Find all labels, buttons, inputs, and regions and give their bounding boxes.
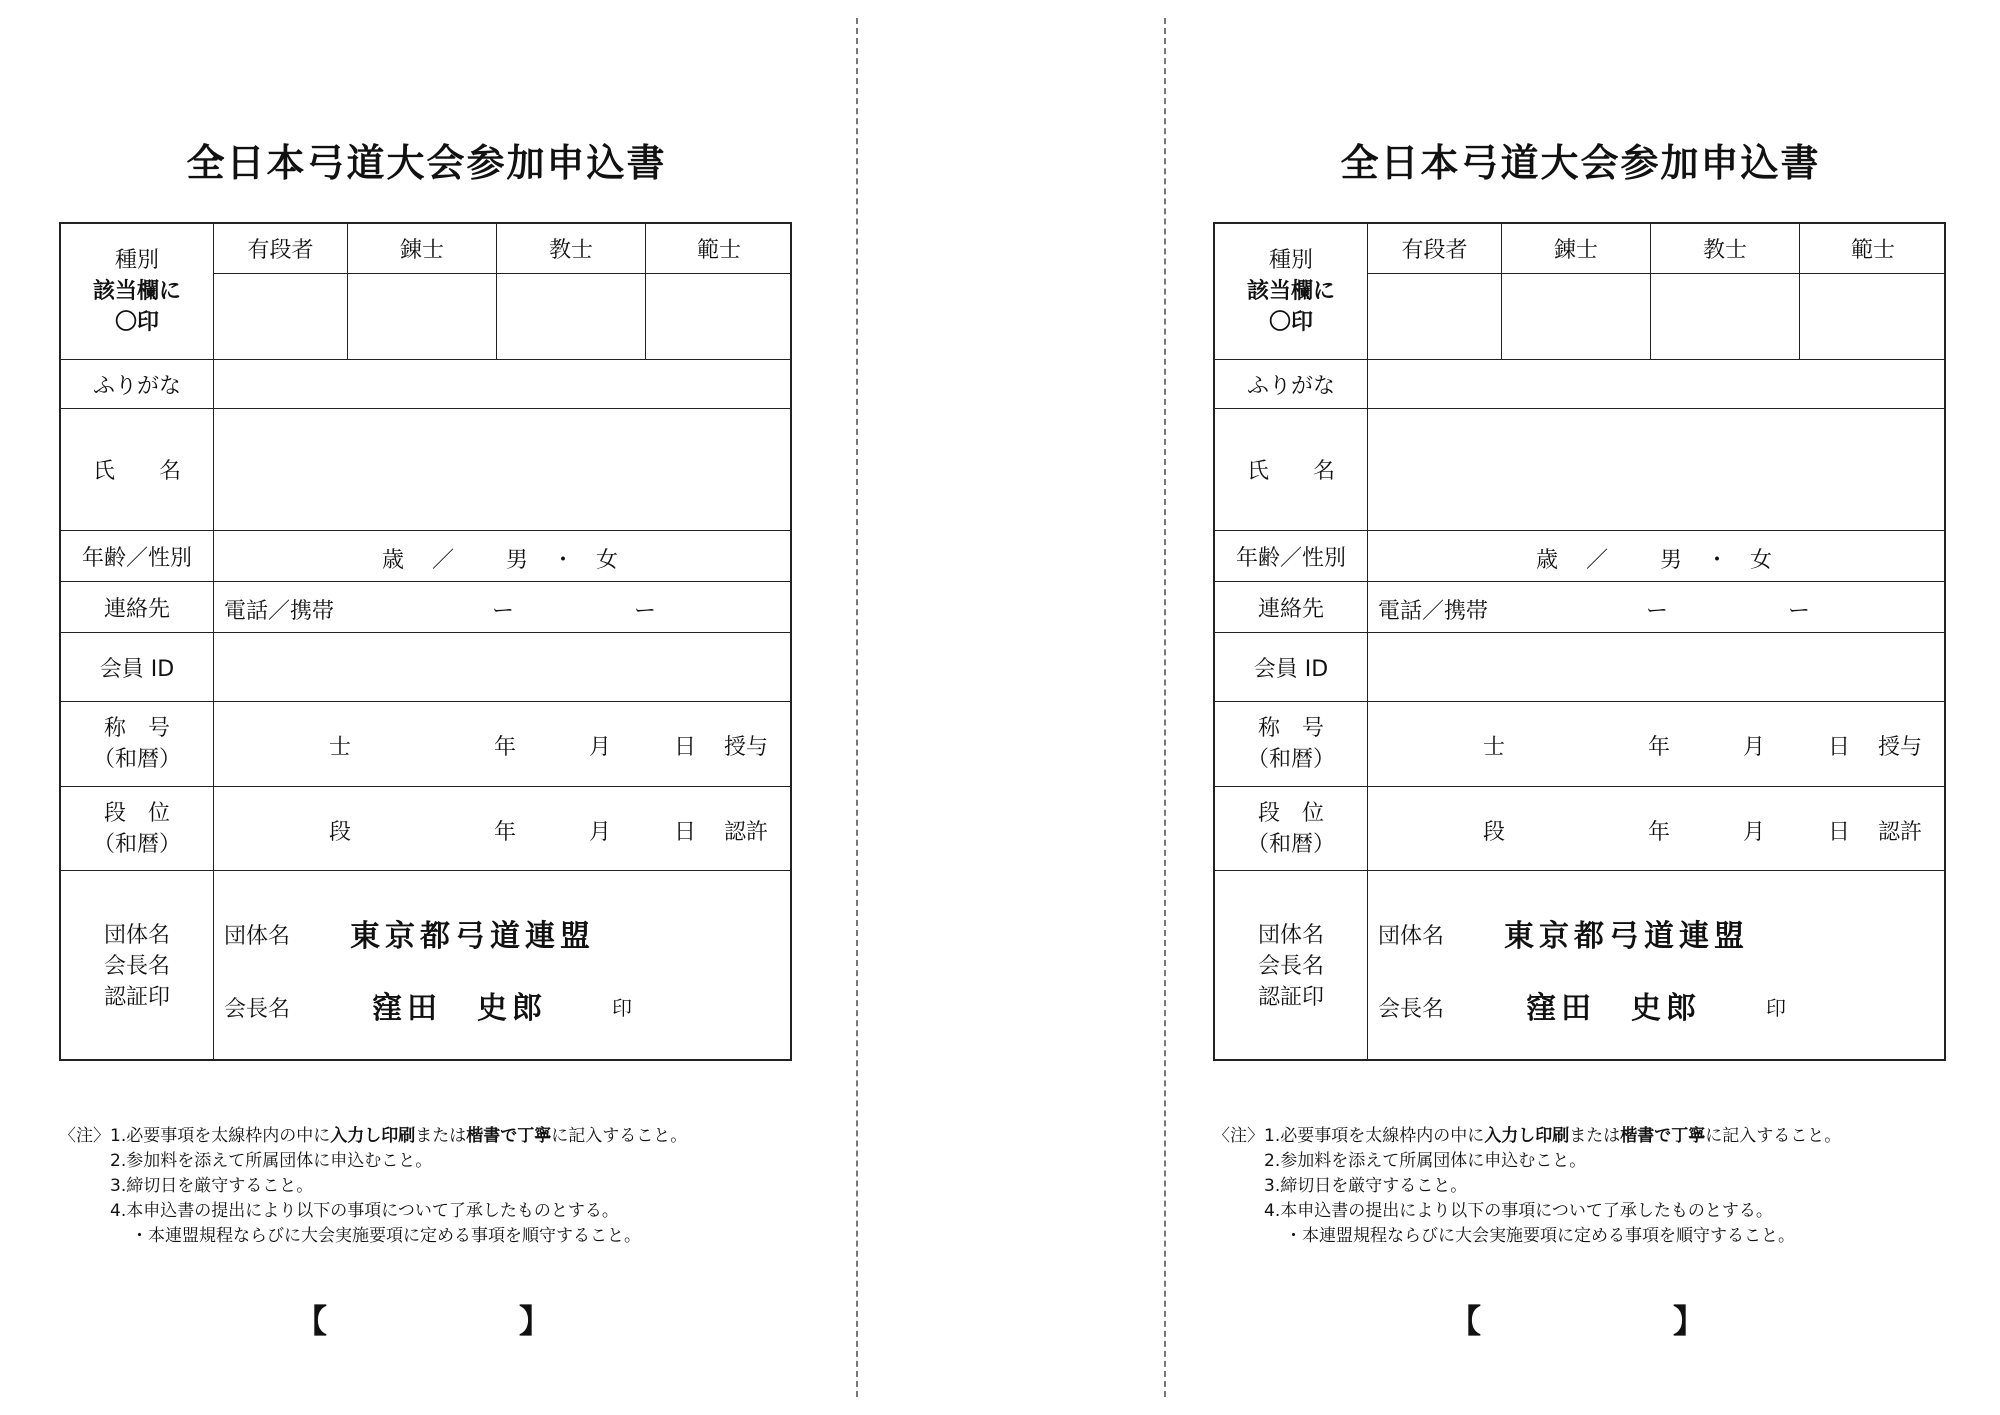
category-mark-box[interactable] <box>497 274 646 360</box>
dan-field[interactable] <box>1368 787 1946 871</box>
age-unit: 歳 <box>382 548 405 573</box>
furigana-label: ふりがな <box>1215 360 1368 409</box>
furigana-label: ふりがな <box>61 360 214 409</box>
member-id-label: 会員 ID <box>1215 633 1368 702</box>
center-cut-line-2 <box>1164 18 1166 1397</box>
era-text: （和暦） <box>92 747 181 772</box>
dan-label <box>61 787 214 871</box>
title-granted: 授与 <box>1878 735 1923 760</box>
mark-instruction-2: 〇印 <box>1268 310 1313 335</box>
application-form-right <box>1213 0 1948 1415</box>
dan-text: 段 位 <box>1257 800 1324 826</box>
name-label: 氏 名 <box>61 409 214 531</box>
age-unit: 歳 <box>1536 548 1559 573</box>
era-text: （和暦） <box>1246 831 1335 857</box>
age-sex-field[interactable] <box>1368 531 1946 582</box>
day-unit: 日 <box>1828 735 1851 760</box>
day-unit: 日 <box>1828 820 1851 845</box>
contact-field[interactable] <box>214 582 792 633</box>
sex-separator: ／ <box>1586 548 1609 573</box>
title-rank-field[interactable] <box>214 702 792 787</box>
category-mark-box[interactable] <box>1502 274 1651 360</box>
dan-approved: 認許 <box>724 820 769 845</box>
category-mark-box[interactable] <box>646 274 792 360</box>
phone-dash-2: ー <box>634 599 657 624</box>
category-header: 有段者 <box>214 224 348 274</box>
form-grid <box>1213 222 1946 1061</box>
org-name-value: 東京都弓道連盟 <box>1504 919 1749 954</box>
day-unit: 日 <box>674 820 697 845</box>
furigana-field[interactable] <box>214 360 792 409</box>
bracket-open: 【 <box>1449 1302 1482 1340</box>
name-label: 氏 名 <box>1215 409 1368 531</box>
day-unit: 日 <box>674 735 697 760</box>
form-grid <box>59 222 792 1061</box>
mark-instruction-1: 該当欄に <box>92 279 181 304</box>
month-unit: 月 <box>1743 735 1766 760</box>
seal-label: 印 <box>1766 996 1786 1020</box>
year-unit: 年 <box>1648 735 1671 760</box>
name-field[interactable] <box>1368 409 1946 531</box>
application-form-left <box>59 0 794 1415</box>
contact-label: 連絡先 <box>61 582 214 633</box>
age-sex-label: 年齢／性別 <box>1215 531 1368 582</box>
category-header: 教士 <box>497 224 646 274</box>
mark-instruction-2: 〇印 <box>114 310 159 335</box>
sex-dot: ・ <box>552 548 575 573</box>
sex-male: 男 <box>1660 548 1683 573</box>
phone-dash-2: ー <box>1788 599 1811 624</box>
category-mark-box[interactable] <box>348 274 497 360</box>
category-header: 錬士 <box>348 224 497 274</box>
category-mark-box[interactable] <box>1651 274 1800 360</box>
president-label: 会長名 <box>1378 997 1445 1022</box>
sex-dot: ・ <box>1706 548 1729 573</box>
org-name-label: 団体名 <box>1378 924 1445 949</box>
org-field[interactable] <box>214 871 792 1061</box>
contact-field[interactable] <box>1368 582 1946 633</box>
furigana-field[interactable] <box>1368 360 1946 409</box>
sex-female: 女 <box>1750 548 1773 573</box>
category-label-cell <box>61 224 214 360</box>
org-name-value: 東京都弓道連盟 <box>350 919 595 954</box>
category-mark-box[interactable] <box>1368 274 1502 360</box>
category-label-cell <box>1215 224 1368 360</box>
contact-label: 連絡先 <box>1215 582 1368 633</box>
member-id-label: 会員 ID <box>61 633 214 702</box>
president-value: 窪田 史郎 <box>372 991 547 1026</box>
bracket-open: 【 <box>295 1302 328 1340</box>
title-rank-text: 称 号 <box>1257 716 1324 741</box>
president-value: 窪田 史郎 <box>1526 991 1701 1026</box>
sex-female: 女 <box>596 548 619 573</box>
form-title: 全日本弓道大会参加申込書 <box>1340 141 1821 185</box>
sex-separator: ／ <box>432 548 455 573</box>
form-title: 全日本弓道大会参加申込書 <box>186 141 667 185</box>
year-unit: 年 <box>1648 820 1671 845</box>
month-unit: 月 <box>1743 820 1766 845</box>
category-header: 有段者 <box>1368 224 1502 274</box>
title-granted: 授与 <box>724 735 769 760</box>
notes: 〈注〉1.必要事項を太線枠内の中に入力し印刷または楷書で丁寧に記入すること。 2.参加料を添えて所属団体に申込むこと。 3.締切日を厳守すること。 4.本申込書の提出により以下の事項について了承したものとする。 ・本連盟規程ならびに大会実施要項に定める事項を順守すること。 <box>59 1126 688 1246</box>
category-mark-box[interactable] <box>214 274 348 360</box>
category-header: 範士 <box>1800 224 1946 274</box>
org-label: 団体名 会長名 認証印 <box>1215 871 1368 1061</box>
bracket-close: 】 <box>519 1302 552 1340</box>
member-id-field[interactable] <box>1368 633 1946 702</box>
dan-field[interactable] <box>214 787 792 871</box>
seal-label: 印 <box>612 996 632 1020</box>
phone-dash-1: ー <box>1646 599 1669 624</box>
sex-male: 男 <box>506 548 529 573</box>
month-unit: 月 <box>589 735 612 760</box>
dan-approved: 認許 <box>1878 820 1923 845</box>
dan-label <box>1215 787 1368 871</box>
title-suffix: 士 <box>329 735 352 760</box>
phone-label: 電話／携帯 <box>224 599 335 624</box>
title-rank-label <box>1215 702 1368 787</box>
president-label: 会長名 <box>224 997 291 1022</box>
center-cut-line-1 <box>856 18 858 1397</box>
org-field[interactable] <box>1368 871 1946 1061</box>
category-header: 教士 <box>1651 224 1800 274</box>
era-text: （和暦） <box>92 831 181 857</box>
category-label: 種別 <box>1268 248 1313 273</box>
title-rank-label <box>61 702 214 787</box>
title-suffix: 士 <box>1483 735 1506 760</box>
dan-suffix: 段 <box>1483 820 1506 845</box>
category-mark-box[interactable] <box>1800 274 1946 360</box>
dan-suffix: 段 <box>329 820 352 845</box>
notes: 〈注〉1.必要事項を太線枠内の中に入力し印刷または楷書で丁寧に記入すること。 2.参加料を添えて所属団体に申込むこと。 3.締切日を厳守すること。 4.本申込書の提出により以下の事項について了承したものとする。 ・本連盟規程ならびに大会実施要項に定める事項を順守すること。 <box>1213 1126 1842 1246</box>
org-label: 団体名 会長名 認証印 <box>61 871 214 1061</box>
phone-label: 電話／携帯 <box>1378 599 1489 624</box>
mark-instruction-1: 該当欄に <box>1246 279 1335 304</box>
category-label: 種別 <box>114 248 159 273</box>
age-sex-label: 年齢／性別 <box>61 531 214 582</box>
month-unit: 月 <box>589 820 612 845</box>
name-field[interactable] <box>214 409 792 531</box>
dan-text: 段 位 <box>103 800 170 826</box>
year-unit: 年 <box>494 820 517 845</box>
org-name-label: 団体名 <box>224 924 291 949</box>
phone-dash-1: ー <box>492 599 515 624</box>
title-rank-text: 称 号 <box>103 716 170 741</box>
age-sex-field[interactable] <box>214 531 792 582</box>
category-header: 錬士 <box>1502 224 1651 274</box>
title-rank-field[interactable] <box>1368 702 1946 787</box>
category-header: 範士 <box>646 224 792 274</box>
year-unit: 年 <box>494 735 517 760</box>
member-id-field[interactable] <box>214 633 792 702</box>
era-text: （和暦） <box>1246 747 1335 772</box>
bracket-close: 】 <box>1673 1302 1706 1340</box>
